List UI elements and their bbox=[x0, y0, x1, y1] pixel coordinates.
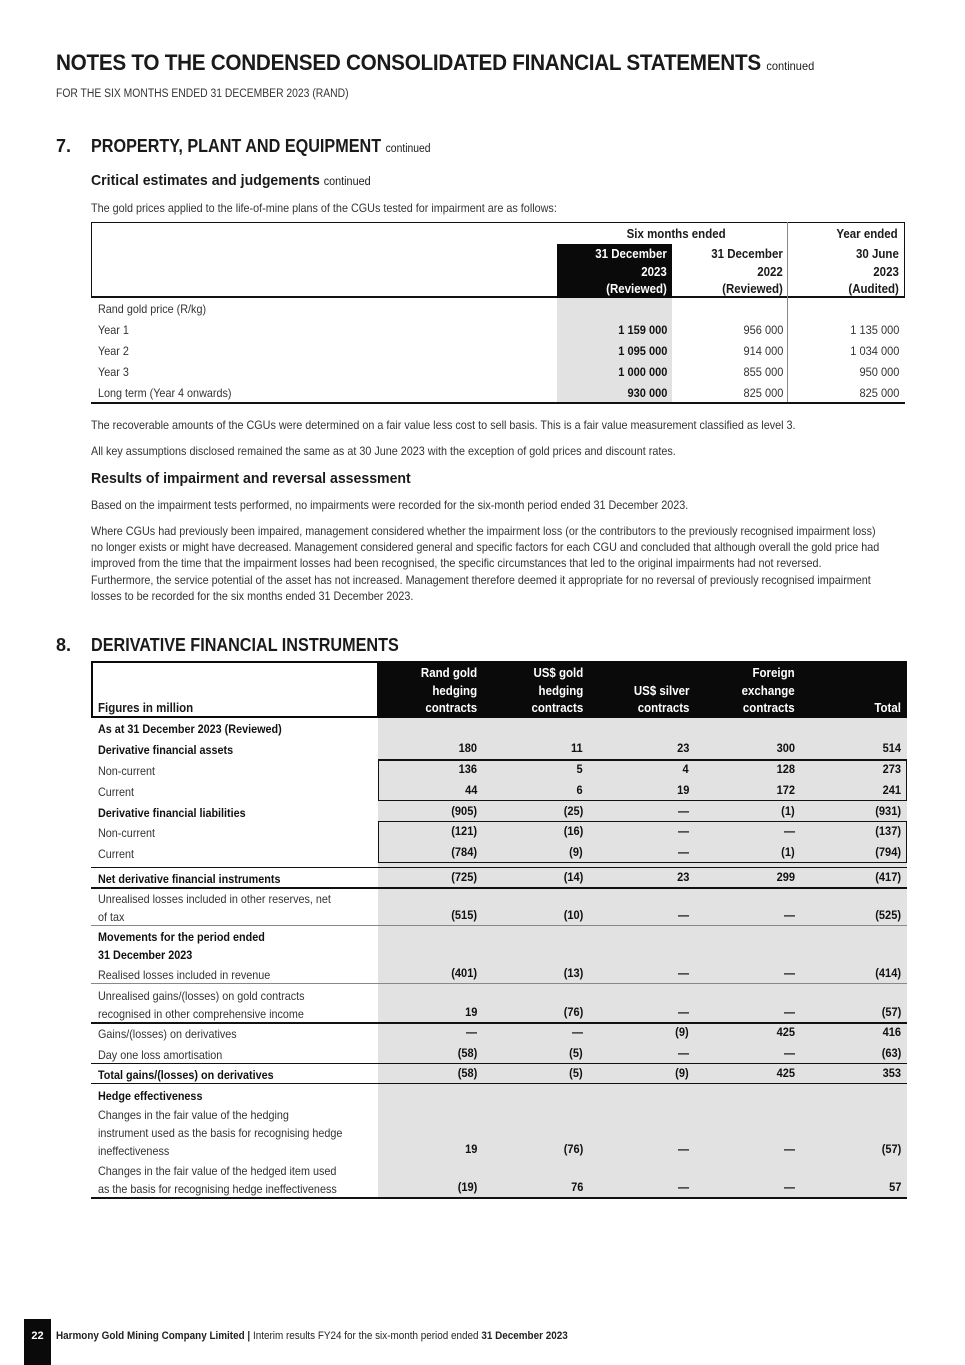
section-7-title bbox=[91, 136, 431, 157]
col-header-line: hedging bbox=[538, 683, 583, 698]
table-row bbox=[91, 341, 905, 362]
cell-value: — bbox=[571, 1025, 583, 1039]
row-label: Hedge effectiveness bbox=[98, 1089, 203, 1103]
cell-value: 6 bbox=[576, 783, 583, 797]
cell-value: (58) bbox=[457, 1046, 477, 1060]
row-label: Long term (Year 4 onwards) bbox=[98, 386, 232, 400]
cell-value: (13) bbox=[563, 966, 583, 980]
section-7-title-text: PROPERTY, PLANT AND EQUIPMENT bbox=[91, 136, 382, 156]
col-header-line: Total bbox=[874, 701, 901, 715]
cell-value: 914 000 bbox=[743, 344, 783, 358]
col-header-line: (Reviewed) bbox=[606, 282, 667, 296]
cell-value: (5) bbox=[569, 1046, 583, 1060]
section-7-number: 7. bbox=[56, 136, 72, 156]
col-header-line: exchange bbox=[741, 683, 795, 698]
row-label: Derivative financial liabilities bbox=[98, 806, 246, 820]
cell-value: (137) bbox=[875, 824, 901, 838]
cell-value: (14) bbox=[563, 870, 583, 884]
cell-value: 57 bbox=[888, 1180, 901, 1194]
col-header-line: contracts bbox=[425, 701, 477, 715]
section-7-continued: continued bbox=[385, 143, 431, 155]
cell-value: (16) bbox=[563, 824, 583, 838]
row-label: Realised losses included in revenue bbox=[98, 968, 271, 982]
rule bbox=[378, 759, 379, 800]
cell-value: 514 bbox=[882, 741, 901, 755]
critical-estimates-continued: continued bbox=[323, 176, 371, 188]
cell-value: — bbox=[783, 1005, 795, 1019]
row-label: As at 31 December 2023 (Reviewed) bbox=[98, 722, 282, 736]
cell-value: (414) bbox=[875, 966, 901, 980]
row-label bbox=[98, 987, 305, 1023]
col-header-dec-2023 bbox=[595, 246, 667, 299]
table-row bbox=[91, 320, 905, 341]
col-header-total bbox=[874, 665, 901, 718]
cell-value: 4 bbox=[682, 762, 689, 776]
rule bbox=[378, 862, 907, 863]
col-header-line: (Audited) bbox=[848, 282, 899, 296]
gold-prices-intro: The gold prices applied to the life-of-mine plans of the CGUs tested for impairment are as follows: bbox=[91, 201, 557, 215]
col-header-line: contracts bbox=[743, 701, 795, 715]
row-label-line: 31 December 2023 bbox=[98, 948, 193, 962]
recoverable-amounts-paragraph: The recoverable amounts of the CGUs were determined on a fair value less cost to sell basis. This is a fair value measurement classified as level 3. bbox=[91, 418, 796, 432]
cell-value: (57) bbox=[881, 1005, 901, 1019]
cell-value: (121) bbox=[451, 824, 477, 838]
row-label-line: ineffectiveness bbox=[98, 1144, 170, 1158]
row-label: Current bbox=[98, 785, 135, 799]
cell-value: (63) bbox=[881, 1046, 901, 1060]
cell-value: — bbox=[677, 1005, 689, 1019]
page-subtitle: FOR THE SIX MONTHS ENDED 31 DECEMBER 2023 (RAND) bbox=[56, 88, 349, 100]
cell-value: (417) bbox=[875, 870, 901, 884]
cell-value: 855 000 bbox=[743, 365, 783, 379]
row-label-line: as the basis for recognising hedge ineffectiveness bbox=[98, 1182, 337, 1196]
cell-value: 76 bbox=[570, 1180, 583, 1194]
impairment-results-heading: Results of impairment and reversal assessment bbox=[91, 470, 411, 487]
cell-value: 128 bbox=[776, 762, 795, 776]
footer-date: 31 December 2023 bbox=[481, 1330, 568, 1342]
cell-value: (76) bbox=[563, 1142, 583, 1156]
row-label: Year 2 bbox=[98, 344, 129, 358]
six-months-ended-header: Six months ended bbox=[626, 227, 726, 241]
critical-estimates-heading bbox=[91, 172, 371, 189]
rule bbox=[378, 821, 907, 822]
cell-value: 825 000 bbox=[743, 386, 783, 400]
cell-value: 416 bbox=[882, 1025, 901, 1039]
col-header-line: 30 June bbox=[856, 247, 899, 261]
cell-value: — bbox=[677, 908, 689, 922]
col-header-usd-silver bbox=[633, 665, 689, 718]
cell-value: 1 000 000 bbox=[617, 365, 667, 379]
cell-value: — bbox=[677, 824, 689, 838]
cell-value: — bbox=[677, 804, 689, 818]
col-header-usd-gold bbox=[531, 665, 583, 718]
cell-value: 19 bbox=[676, 783, 689, 797]
cell-value: — bbox=[783, 966, 795, 980]
cell-value: 44 bbox=[464, 783, 477, 797]
col-header-line: 31 December bbox=[711, 247, 783, 261]
cell-value: 136 bbox=[458, 762, 477, 776]
row-label bbox=[98, 1106, 342, 1160]
row-label-line: recognised in other comprehensive income bbox=[98, 1007, 304, 1021]
row-label: Total gains/(losses) on derivatives bbox=[98, 1068, 274, 1082]
cell-value: 299 bbox=[776, 870, 795, 884]
row-label-line: Changes in the fair value of the hedging bbox=[98, 1108, 289, 1122]
cell-value: — bbox=[465, 1025, 477, 1039]
row-label-line: of tax bbox=[98, 910, 125, 924]
key-assumptions-paragraph: All key assumptions disclosed remained the same as at 30 June 2023 with the exception of gold prices and discount rates. bbox=[91, 444, 676, 458]
cell-value: (1) bbox=[781, 845, 795, 859]
figures-in-million-label: Figures in million bbox=[98, 701, 194, 715]
cell-value: (76) bbox=[563, 1005, 583, 1019]
cell-value: 956 000 bbox=[743, 323, 783, 337]
cell-value: 425 bbox=[776, 1025, 795, 1039]
reversal-paragraph: Where CGUs had previously been impaired, management considered whether the impairment loss (or the contributors to the previously recognised impairment loss) no longer exists or might have decreased. Management considered general and specific factors for each CGU and concluded that although overall the gold price had improved from the time that the impairment losses had been recognised, the specific circumstances that led to the original impairments had not reversed. Furthermore, the service potential of the asset has not increased. Management therefore deemed it appropriate for no reversal of previously recognised impairment losses to be recorded for the six months ended 31 December 2023. bbox=[91, 524, 880, 603]
row-label: Year 3 bbox=[98, 365, 129, 379]
cell-value: — bbox=[677, 1142, 689, 1156]
cell-value: 19 bbox=[464, 1005, 477, 1019]
cell-value: (25) bbox=[563, 804, 583, 818]
col-header-line: Foreign bbox=[752, 666, 795, 680]
section-8-title: DERIVATIVE FINANCIAL INSTRUMENTS bbox=[91, 635, 399, 655]
table-row bbox=[91, 362, 905, 383]
cell-value: 11 bbox=[571, 741, 583, 755]
row-label-line: Changes in the fair value of the hedged item used bbox=[98, 1164, 337, 1178]
cell-value: 1 159 000 bbox=[617, 323, 667, 337]
footer-text bbox=[56, 1330, 568, 1342]
row-label: Non-current bbox=[98, 826, 156, 840]
cell-value: (905) bbox=[451, 804, 477, 818]
gold-price-table bbox=[91, 222, 905, 400]
table-bottom-rule bbox=[91, 402, 905, 404]
row-label: Year 1 bbox=[98, 323, 129, 337]
rule bbox=[906, 821, 907, 862]
cell-value: 23 bbox=[676, 741, 689, 755]
cell-value: — bbox=[783, 1046, 795, 1060]
col-header-line: Rand gold bbox=[420, 666, 477, 680]
col-header-line: 2023 bbox=[873, 264, 899, 279]
section-8-number: 8. bbox=[56, 635, 72, 655]
page-title bbox=[56, 50, 814, 76]
row-label-line: Unrealised losses included in other reserves, net bbox=[98, 892, 331, 906]
cell-value: — bbox=[783, 908, 795, 922]
cell-value: 19 bbox=[464, 1142, 477, 1156]
cell-value: 1 095 000 bbox=[617, 344, 667, 358]
rule bbox=[378, 821, 379, 862]
row-label bbox=[98, 890, 331, 926]
footer-separator: | bbox=[247, 1330, 251, 1342]
cell-value: (19) bbox=[457, 1180, 477, 1194]
cell-value: (1) bbox=[781, 804, 795, 818]
cell-value: — bbox=[677, 1180, 689, 1194]
cell-value: (9) bbox=[675, 1025, 689, 1039]
rule bbox=[91, 867, 907, 868]
cell-value: 23 bbox=[676, 870, 689, 884]
cell-value: 180 bbox=[458, 741, 477, 755]
col-header-jun-2023 bbox=[849, 246, 899, 299]
cell-value: (9) bbox=[675, 1066, 689, 1080]
table-row bbox=[91, 383, 905, 404]
col-header-rand-gold bbox=[421, 665, 477, 718]
cell-value: — bbox=[783, 1142, 795, 1156]
col-header-dec-2022 bbox=[711, 246, 783, 299]
cell-value: (931) bbox=[875, 804, 901, 818]
row-label bbox=[98, 928, 265, 964]
cell-value: 1 135 000 bbox=[849, 323, 899, 337]
row-label: Net derivative financial instruments bbox=[98, 872, 281, 886]
table-row bbox=[91, 299, 905, 320]
cell-value: 273 bbox=[882, 762, 901, 776]
year-ended-header: Year ended bbox=[836, 227, 898, 241]
col-header-line: hedging bbox=[432, 683, 477, 698]
row-label-line: Unrealised gains/(losses) on gold contracts bbox=[98, 989, 305, 1003]
cell-value: — bbox=[783, 1180, 795, 1194]
cell-value: (784) bbox=[451, 845, 477, 859]
col-header-line: (Reviewed) bbox=[722, 282, 783, 296]
cell-value: (5) bbox=[569, 1066, 583, 1080]
cell-value: 241 bbox=[882, 783, 901, 797]
footer-company: Harmony Gold Mining Company Limited bbox=[56, 1330, 245, 1342]
cell-value: (725) bbox=[451, 870, 477, 884]
cell-value: (794) bbox=[875, 845, 901, 859]
col-header-forex bbox=[742, 665, 795, 718]
cell-value: — bbox=[677, 845, 689, 859]
col-header-line: 2023 bbox=[641, 264, 667, 279]
cell-value: 300 bbox=[776, 741, 795, 755]
row-label: Rand gold price (R/kg) bbox=[98, 302, 207, 316]
cell-value: — bbox=[677, 1046, 689, 1060]
cell-value: (515) bbox=[451, 908, 477, 922]
impairment-tests-paragraph: Based on the impairment tests performed, no impairments were recorded for the six-month period ended 31 December 2023. bbox=[91, 498, 689, 512]
row-label bbox=[98, 1162, 337, 1198]
cell-value: (401) bbox=[451, 966, 477, 980]
cell-value: 425 bbox=[776, 1066, 795, 1080]
cell-value: (9) bbox=[569, 845, 583, 859]
cell-value: 353 bbox=[882, 1066, 901, 1080]
title-continued: continued bbox=[766, 59, 815, 73]
cell-value: (58) bbox=[457, 1066, 477, 1080]
cell-value: — bbox=[783, 824, 795, 838]
row-label-line: Movements for the period ended bbox=[98, 930, 265, 944]
cell-value: 1 034 000 bbox=[849, 344, 899, 358]
row-label: Day one loss amortisation bbox=[98, 1048, 223, 1062]
cell-value: 825 000 bbox=[859, 386, 899, 400]
col-header-line: 31 December bbox=[595, 247, 667, 261]
values-shading bbox=[378, 718, 907, 1198]
cell-value: 5 bbox=[576, 762, 583, 776]
col-header-line: 2022 bbox=[757, 264, 783, 279]
cell-value: (10) bbox=[563, 908, 583, 922]
page-title-text: NOTES TO THE CONDENSED CONSOLIDATED FINANCIAL STATEMENTS bbox=[56, 50, 761, 75]
critical-estimates-heading-text: Critical estimates and judgements bbox=[91, 172, 320, 189]
col-header-line: contracts bbox=[637, 701, 689, 715]
rule bbox=[378, 800, 907, 801]
cell-value: 950 000 bbox=[859, 365, 899, 379]
cell-value: 930 000 bbox=[627, 386, 667, 400]
row-label: Current bbox=[98, 847, 135, 861]
rule bbox=[906, 759, 907, 800]
cell-value: — bbox=[677, 966, 689, 980]
cell-value: 172 bbox=[776, 783, 795, 797]
col-header-line: US$ gold bbox=[533, 666, 583, 680]
footer-description: Interim results FY24 for the six-month period ended bbox=[252, 1330, 479, 1342]
footer-page-tab bbox=[24, 1319, 51, 1365]
col-header-line: US$ silver bbox=[633, 683, 689, 698]
row-label: Derivative financial assets bbox=[98, 743, 234, 757]
page-number: 22 bbox=[31, 1330, 44, 1342]
rule bbox=[378, 759, 907, 761]
cell-value: (525) bbox=[875, 908, 901, 922]
row-label-line: instrument used as the basis for recognising hedge bbox=[98, 1126, 343, 1140]
cell-value: (57) bbox=[881, 1142, 901, 1156]
col-header-line: contracts bbox=[531, 701, 583, 715]
row-label: Non-current bbox=[98, 764, 156, 778]
row-label: Gains/(losses) on derivatives bbox=[98, 1027, 237, 1041]
